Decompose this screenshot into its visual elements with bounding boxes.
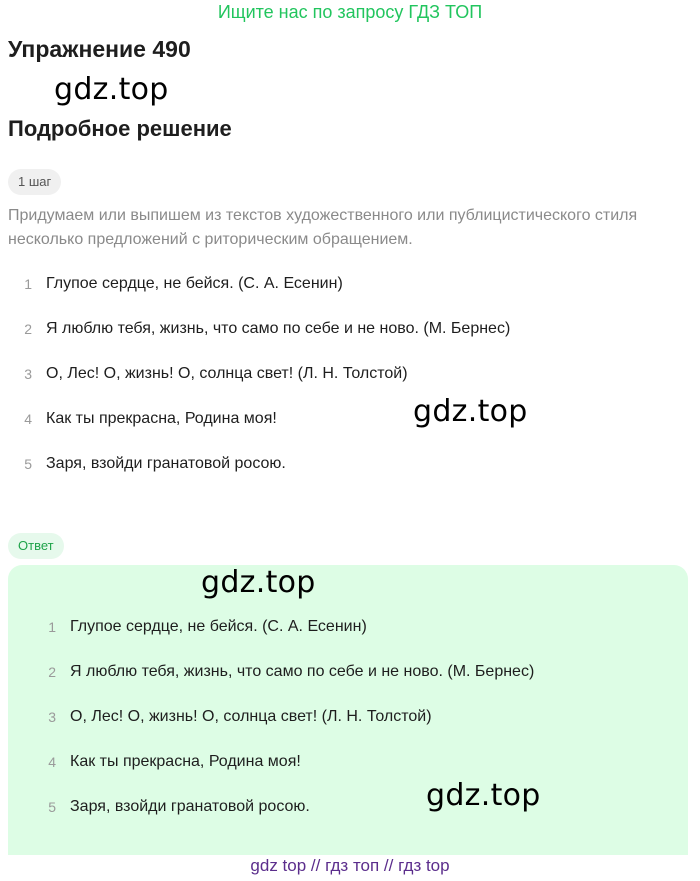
item-text: Я люблю тебя, жизнь, что само по себе и не ново. (М. Бернес): [70, 663, 535, 680]
item-text: О, Лес! О, жизнь! О, солнца свет! (Л. Н. Толстой): [70, 708, 432, 725]
item-text: Как ты прекрасна, Родина моя!: [46, 410, 277, 427]
item-number: 3: [24, 366, 32, 382]
item-number: 1: [48, 619, 56, 635]
item-number: 4: [24, 411, 32, 427]
solution-heading: Подробное решение: [8, 116, 232, 141]
item-number: 1: [24, 276, 32, 292]
answer-badge: Ответ: [8, 533, 64, 559]
watermark-1: gdz.top: [54, 72, 169, 107]
watermark-3: gdz.top: [201, 565, 316, 600]
item-number: 3: [48, 709, 56, 725]
item-text: Заря, взойди гранатовой росою.: [70, 798, 310, 815]
page-title: Упражнение 490: [8, 36, 191, 62]
item-number: 2: [24, 321, 32, 337]
item-text: Как ты прекрасна, Родина моя!: [70, 753, 301, 770]
top-banner[interactable]: Ищите нас по запросу ГДЗ ТОП: [217, 2, 483, 22]
step-description: Придумаем или выпишем из текстов художественного или публицистического стиля несколько предложений с риторическим обращением.: [8, 207, 638, 248]
watermark-4: gdz.top: [426, 778, 541, 813]
footer-links[interactable]: gdz top // гдз топ // гдз top: [250, 856, 450, 875]
item-number: 5: [48, 799, 56, 815]
item-number: 4: [48, 754, 56, 770]
item-number: 2: [48, 664, 56, 680]
item-text: О, Лес! О, жизнь! О, солнца свет! (Л. Н. Толстой): [46, 365, 408, 382]
item-text: Я люблю тебя, жизнь, что само по себе и не ново. (М. Бернес): [46, 320, 511, 337]
item-number: 5: [24, 456, 32, 472]
item-text: Глупое сердце, не бейся. (С. А. Есенин): [70, 618, 367, 635]
step-badge: 1 шаг: [8, 169, 61, 195]
item-text: Глупое сердце, не бейся. (С. А. Есенин): [46, 275, 343, 292]
watermark-2: gdz.top: [413, 394, 528, 429]
item-text: Заря, взойди гранатовой росою.: [46, 455, 286, 472]
